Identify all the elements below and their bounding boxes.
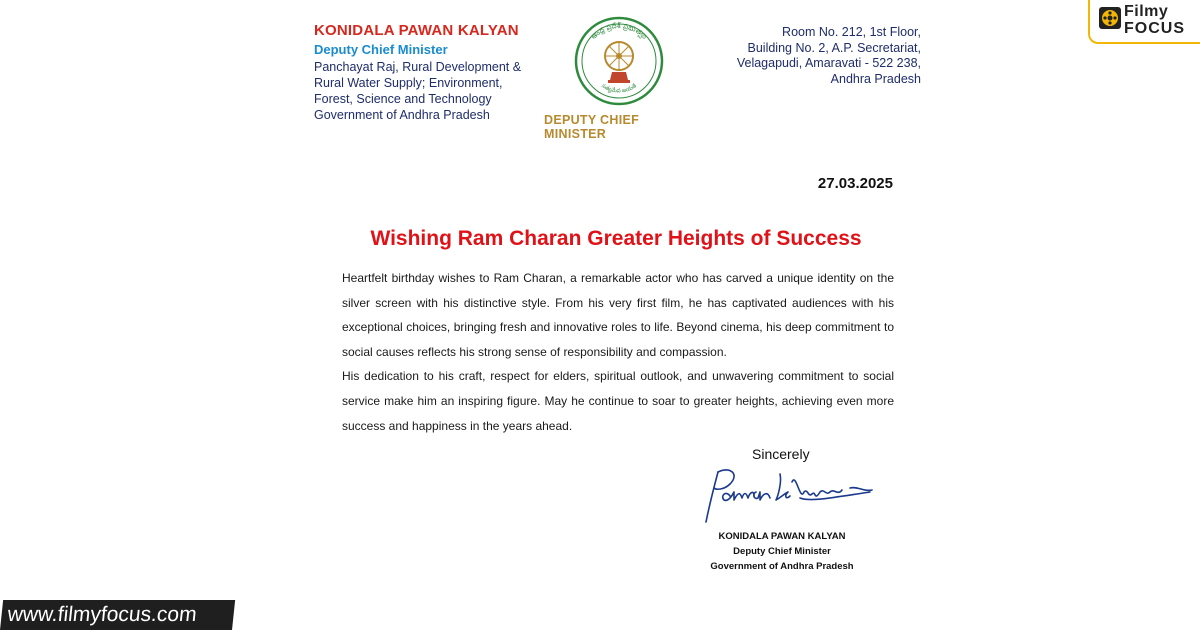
address-line: Room No. 212, 1st Floor, [782, 25, 921, 39]
logo-text-line2: FOCUS [1124, 20, 1185, 37]
address-line: Andhra Pradesh [830, 72, 921, 87]
film-reel-icon [1098, 6, 1122, 30]
letter-body [342, 266, 894, 438]
body-paragraph: His dedication to his craft, respect for elders, spiritual outlook, and unwavering commitment to social service make him an inspiring figure. May he continue to soar to greater heights, achieving even more success and happiness in the years ahead. [342, 369, 894, 433]
emblem-text: ఆంధ్ర ప్రదేశ్ ప్రభుత్వం [589, 21, 649, 41]
portfolio-line: Government of Andhra Pradesh [314, 108, 490, 122]
letterhead-address [737, 25, 921, 88]
emblem-caption: DEPUTY CHIEF MINISTER [544, 113, 640, 141]
government-emblem-icon [574, 14, 664, 108]
signatory-title: Deputy Chief Minister [733, 546, 831, 557]
portfolio-line: Panchayat Raj, Rural Development & [314, 60, 522, 74]
address-line: Velagapudi, Amaravati - 522 238, [736, 56, 921, 71]
address-line: Building No. 2, A.P. Secretariat, [747, 40, 921, 55]
signatory-government: Government of Andhra Pradesh [710, 561, 854, 572]
closing-salutation: Sincerely [752, 446, 810, 462]
signature-block [680, 529, 884, 574]
letter-headline: Wishing Ram Charan Greater Heights of Success [370, 227, 862, 250]
body-paragraph: Heartfelt birthday wishes to Ram Charan, a remarkable actor who has carved a unique identity on the silver screen with his distinctive style. From his very first film, he has captivated audiences with his exceptional choices, bringing fresh and innovative roles to life. Beyond cinema, his deep commitment to social causes reflects his strong sense of responsibility and compassion. [342, 271, 894, 359]
letter-date: 27.03.2025 [817, 175, 893, 192]
watermark-url: www.filmyfocus.com [0, 600, 235, 630]
letterhead-sender [314, 22, 564, 123]
portfolio-line: Rural Water Supply; Environment, [314, 76, 503, 90]
signatory-name: KONIDALA PAWAN KALYAN [718, 531, 846, 542]
sender-title: Deputy Chief Minister [314, 42, 448, 57]
filmyfocus-logo [1088, 0, 1200, 44]
emblem-motto: సత్యమేవ జయతే [600, 83, 638, 95]
handwritten-signature [700, 462, 880, 530]
portfolio-line: Forest, Science and Technology [314, 92, 492, 106]
logo-text-line1: Filmy [1124, 3, 1169, 20]
sender-name: KONIDALA PAWAN KALYAN [314, 22, 519, 39]
